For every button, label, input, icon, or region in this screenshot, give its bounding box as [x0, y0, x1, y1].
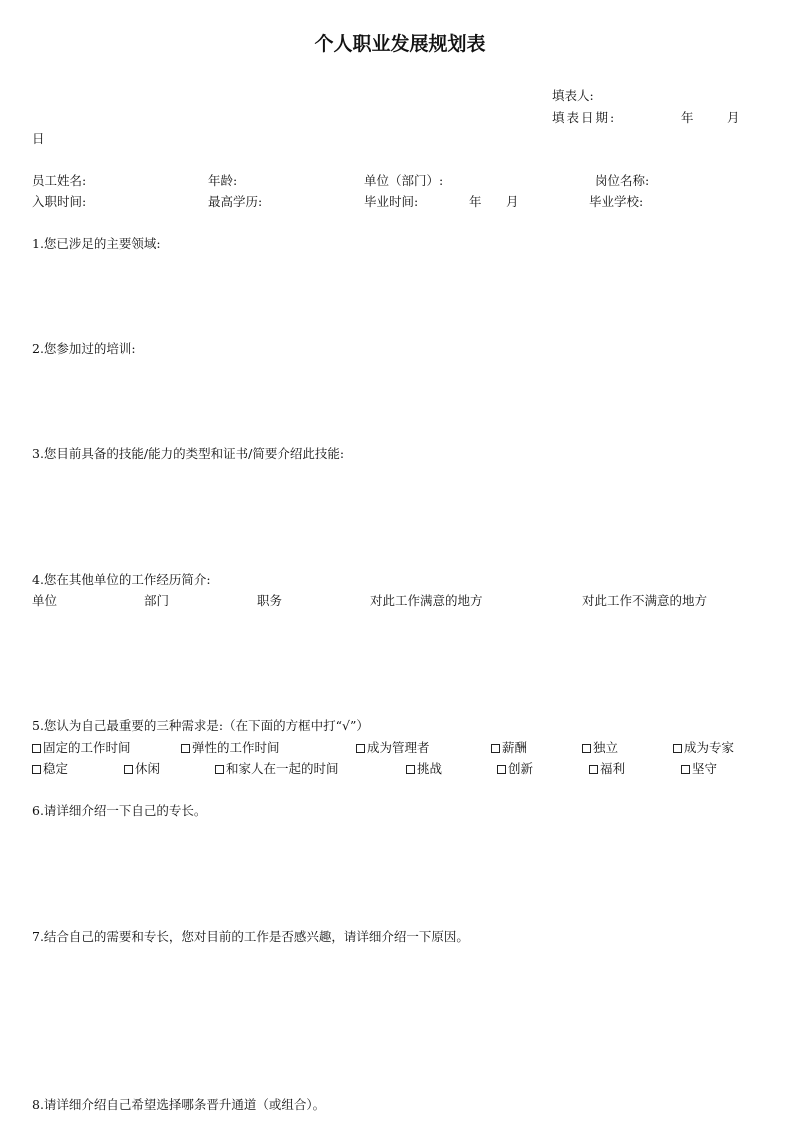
age-field: 年龄:	[208, 173, 238, 188]
checkbox-icon[interactable]	[32, 765, 41, 774]
need-option[interactable]: 成为管理者	[356, 740, 430, 755]
school-field: 毕业学校:	[589, 194, 644, 209]
checkbox-icon[interactable]	[215, 765, 224, 774]
work-header-unit: 单位	[32, 593, 58, 608]
form-title: 个人职业发展规划表	[314, 33, 486, 55]
checkbox-icon[interactable]	[497, 765, 506, 774]
graduation-date-field: 毕业时间:	[364, 194, 419, 209]
checkbox-icon[interactable]	[491, 744, 500, 753]
need-option[interactable]: 创新	[497, 761, 533, 776]
checkbox-icon[interactable]	[356, 744, 365, 753]
work-header-dept: 部门	[144, 593, 170, 608]
department-field: 单位（部门）:	[364, 173, 444, 188]
checkbox-icon[interactable]	[673, 744, 682, 753]
checkbox-icon[interactable]	[681, 765, 690, 774]
question-4: 4.您在其他单位的工作经历简介:	[32, 572, 211, 587]
question-6: 6.请详细介绍一下自己的专长。	[32, 803, 207, 818]
checkbox-icon[interactable]	[181, 744, 190, 753]
question-3: 3.您目前具备的技能/能力的类型和证书/简要介绍此技能:	[32, 446, 345, 461]
need-option[interactable]: 挑战	[406, 761, 442, 776]
question-1: 1.您已涉足的主要领域:	[32, 236, 161, 251]
filler-label: 填表人:	[552, 88, 594, 103]
question-2: 2.您参加过的培训:	[32, 341, 136, 356]
question-7: 7.结合自己的需要和专长，您对目前的工作是否感兴趣，请详细介绍一下原因。	[32, 929, 469, 944]
need-option[interactable]: 福利	[589, 761, 625, 776]
employee-name-field: 员工姓名:	[32, 173, 87, 188]
work-header-title: 职务	[257, 593, 283, 608]
need-option[interactable]: 和家人在一起的时间	[215, 761, 339, 776]
fill-date-year: 年	[681, 110, 694, 125]
hire-date-field: 入职时间:	[32, 194, 87, 209]
work-header-unsatisfied: 对此工作不满意的地方	[582, 593, 708, 608]
education-field: 最高学历:	[208, 194, 263, 209]
checkbox-icon[interactable]	[582, 744, 591, 753]
need-option[interactable]: 弹性的工作时间	[181, 740, 280, 755]
graduation-year: 年	[469, 194, 482, 209]
fill-date-month: 月	[727, 110, 740, 125]
work-header-satisfied: 对此工作满意的地方	[370, 593, 483, 608]
fill-date-day: 日	[32, 131, 45, 146]
position-field: 岗位名称:	[595, 173, 650, 188]
need-option[interactable]: 独立	[582, 740, 618, 755]
checkbox-icon[interactable]	[406, 765, 415, 774]
need-option[interactable]: 成为专家	[673, 740, 734, 755]
need-option[interactable]: 固定的工作时间	[32, 740, 131, 755]
need-option[interactable]: 休闲	[124, 761, 160, 776]
graduation-month: 月	[506, 194, 519, 209]
need-option[interactable]: 稳定	[32, 761, 68, 776]
question-5: 5.您认为自己最重要的三种需求是:（在下面的方框中打“√”）	[32, 718, 369, 733]
checkbox-icon[interactable]	[32, 744, 41, 753]
fill-date-label: 填表日期:	[552, 110, 617, 125]
checkbox-icon[interactable]	[124, 765, 133, 774]
need-option[interactable]: 薪酬	[491, 740, 527, 755]
question-8: 8.请详细介绍自己希望选择哪条晋升通道（或组合）。	[32, 1097, 326, 1112]
need-option[interactable]: 坚守	[681, 761, 717, 776]
checkbox-icon[interactable]	[589, 765, 598, 774]
